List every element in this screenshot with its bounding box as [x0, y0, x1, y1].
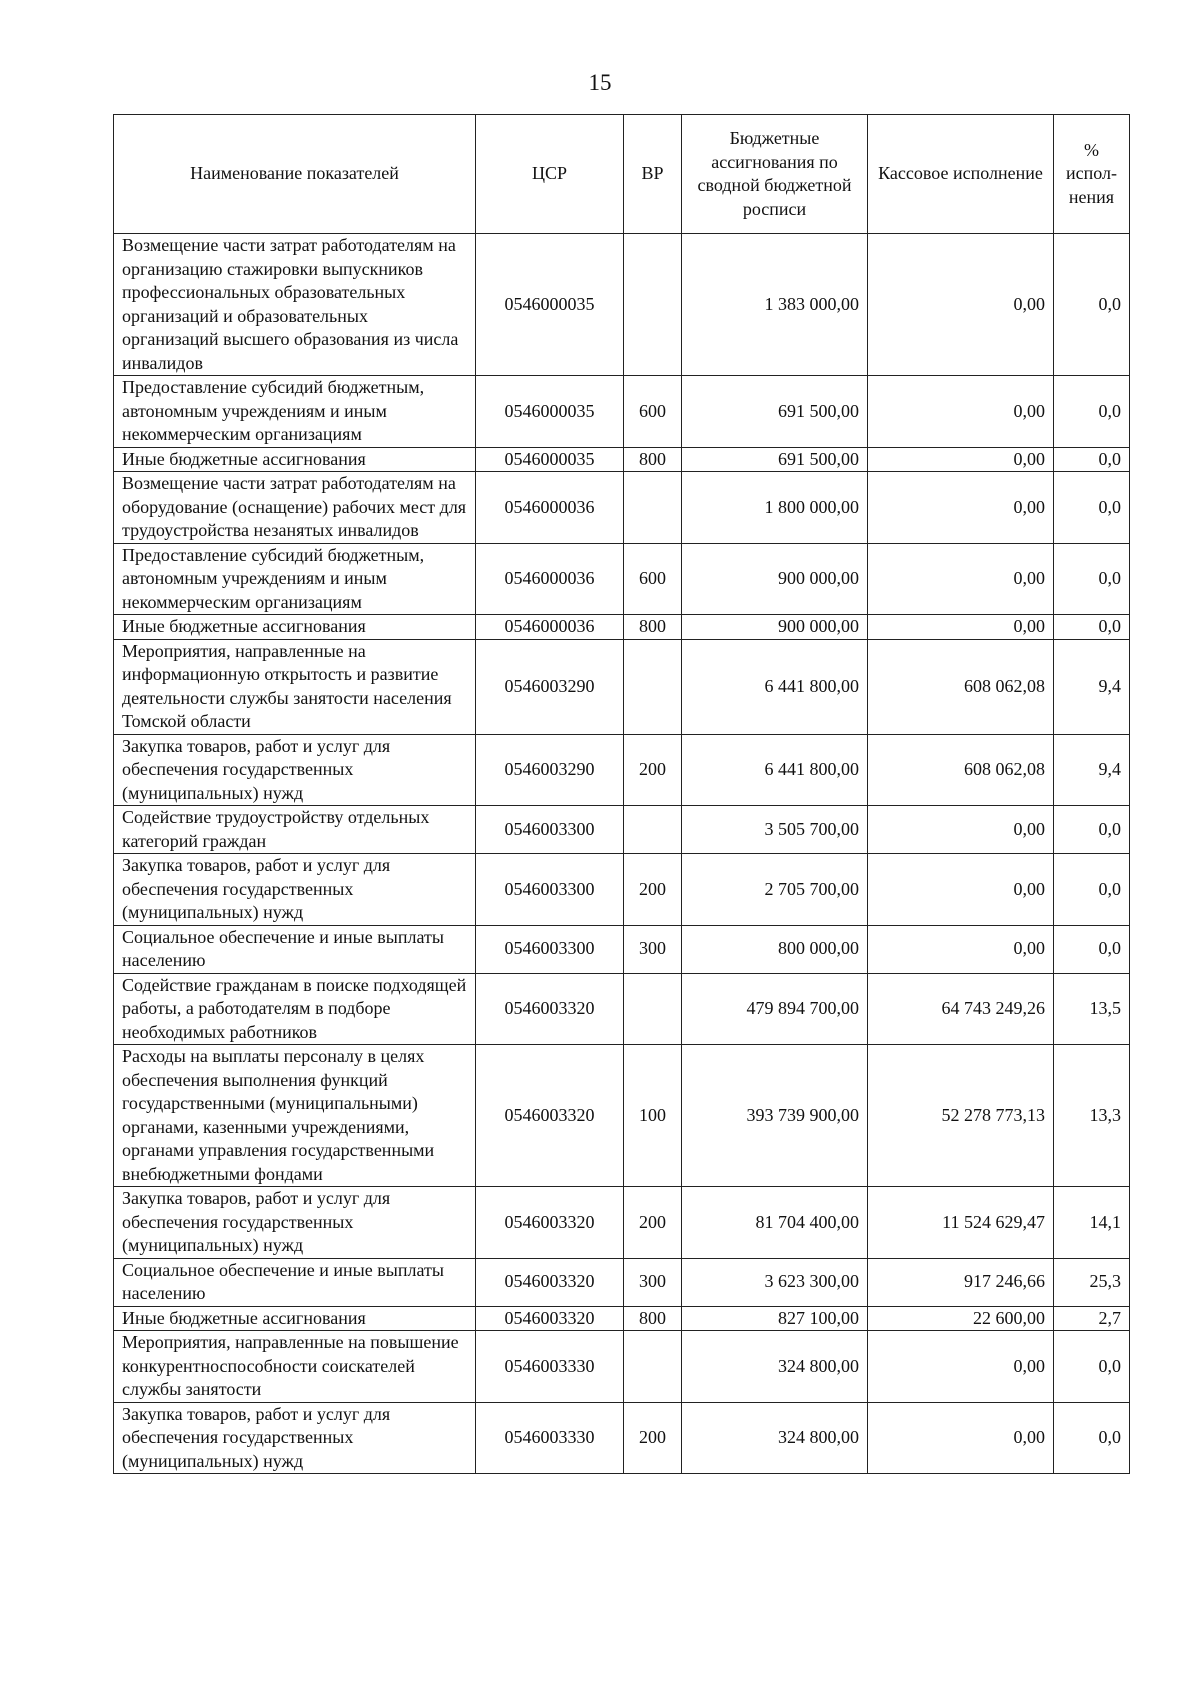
cell-vr: 800 [624, 615, 682, 640]
table-row [114, 854, 1130, 926]
table-row [114, 1187, 1130, 1259]
table-row [114, 639, 1130, 734]
cell-percent: 0,0 [1054, 1402, 1130, 1474]
cell-cash: 0,00 [868, 1331, 1054, 1403]
cell-budget: 6 441 800,00 [682, 639, 868, 734]
header-name: Наименование показателей [114, 115, 476, 234]
cell-budget: 1 383 000,00 [682, 234, 868, 376]
cell-vr: 800 [624, 447, 682, 472]
cell-vr: 200 [624, 1187, 682, 1259]
cell-cash: 0,00 [868, 447, 1054, 472]
cell-vr [624, 806, 682, 854]
cell-percent: 0,0 [1054, 925, 1130, 973]
cell-percent: 13,5 [1054, 973, 1130, 1045]
cell-percent: 0,0 [1054, 1331, 1130, 1403]
table-row [114, 734, 1130, 806]
cell-csr: 0546003300 [476, 925, 624, 973]
header-cash: Кассовое исполнение [868, 115, 1054, 234]
cell-cash: 64 743 249,26 [868, 973, 1054, 1045]
cell-cash: 0,00 [868, 1402, 1054, 1474]
cell-budget: 900 000,00 [682, 615, 868, 640]
header-budget: Бюджетные ассигнования по сводной бюджетной росписи [682, 115, 868, 234]
cell-percent: 0,0 [1054, 806, 1130, 854]
cell-name: Возмещение части затрат работодателям на организацию стажировки выпускников профессиональных образовательных организаций и образовательных организаций высшего образования из числа инвалидов [114, 234, 476, 376]
cell-name: Возмещение части затрат работодателям на оборудование (оснащение) рабочих мест для трудоустройства незанятых инвалидов [114, 472, 476, 544]
cell-csr: 0546003300 [476, 854, 624, 926]
cell-vr: 300 [624, 1258, 682, 1306]
cell-csr: 0546003290 [476, 734, 624, 806]
cell-name: Содействие гражданам в поиске подходящей работы, а работодателям в подборе необходимых работников [114, 973, 476, 1045]
cell-percent: 9,4 [1054, 639, 1130, 734]
cell-percent: 0,0 [1054, 615, 1130, 640]
cell-cash: 0,00 [868, 854, 1054, 926]
cell-csr: 0546000036 [476, 543, 624, 615]
cell-budget: 393 739 900,00 [682, 1045, 868, 1187]
table-row [114, 472, 1130, 544]
table-row [114, 806, 1130, 854]
cell-name: Социальное обеспечение и иные выплаты населению [114, 925, 476, 973]
cell-percent: 25,3 [1054, 1258, 1130, 1306]
cell-csr: 0546003330 [476, 1402, 624, 1474]
cell-vr [624, 1331, 682, 1403]
cell-vr: 200 [624, 1402, 682, 1474]
cell-vr: 200 [624, 734, 682, 806]
cell-cash: 11 524 629,47 [868, 1187, 1054, 1259]
cell-budget: 2 705 700,00 [682, 854, 868, 926]
cell-vr [624, 234, 682, 376]
header-percent: % испол-нения [1054, 115, 1130, 234]
cell-cash: 0,00 [868, 806, 1054, 854]
table-row [114, 925, 1130, 973]
cell-percent: 2,7 [1054, 1306, 1130, 1331]
cell-name: Закупка товаров, работ и услуг для обеспечения государственных (муниципальных) нужд [114, 854, 476, 926]
cell-name: Мероприятия, направленные на повышение конкурентноспособности соискателей службы занятости [114, 1331, 476, 1403]
cell-name: Закупка товаров, работ и услуг для обеспечения государственных (муниципальных) нужд [114, 734, 476, 806]
cell-budget: 3 623 300,00 [682, 1258, 868, 1306]
cell-name: Социальное обеспечение и иные выплаты населению [114, 1258, 476, 1306]
table-header-row [114, 115, 1130, 234]
cell-name: Закупка товаров, работ и услуг для обеспечения государственных (муниципальных) нужд [114, 1187, 476, 1259]
cell-cash: 917 246,66 [868, 1258, 1054, 1306]
cell-budget: 6 441 800,00 [682, 734, 868, 806]
cell-cash: 0,00 [868, 615, 1054, 640]
cell-percent: 13,3 [1054, 1045, 1130, 1187]
cell-name: Закупка товаров, работ и услуг для обеспечения государственных (муниципальных) нужд [114, 1402, 476, 1474]
cell-budget: 324 800,00 [682, 1331, 868, 1403]
table-row [114, 376, 1130, 448]
cell-percent: 0,0 [1054, 447, 1130, 472]
cell-percent: 0,0 [1054, 376, 1130, 448]
cell-csr: 0546000036 [476, 472, 624, 544]
cell-budget: 691 500,00 [682, 376, 868, 448]
cell-budget: 324 800,00 [682, 1402, 868, 1474]
table-row [114, 1402, 1130, 1474]
cell-budget: 900 000,00 [682, 543, 868, 615]
cell-cash: 0,00 [868, 234, 1054, 376]
cell-cash: 0,00 [868, 543, 1054, 615]
table-row [114, 615, 1130, 640]
table-row [114, 1258, 1130, 1306]
cell-cash: 0,00 [868, 925, 1054, 973]
cell-name: Иные бюджетные ассигнования [114, 1306, 476, 1331]
page-number: 15 [588, 70, 612, 95]
cell-name: Содействие трудоустройству отдельных категорий граждан [114, 806, 476, 854]
cell-budget: 827 100,00 [682, 1306, 868, 1331]
cell-percent: 0,0 [1054, 543, 1130, 615]
cell-vr [624, 973, 682, 1045]
cell-vr: 600 [624, 543, 682, 615]
cell-vr [624, 639, 682, 734]
table-row [114, 1306, 1130, 1331]
cell-csr: 0546003300 [476, 806, 624, 854]
cell-budget: 1 800 000,00 [682, 472, 868, 544]
cell-csr: 0546003290 [476, 639, 624, 734]
cell-vr: 600 [624, 376, 682, 448]
cell-csr: 0546003330 [476, 1331, 624, 1403]
header-vr: ВР [624, 115, 682, 234]
cell-csr: 0546003320 [476, 973, 624, 1045]
cell-csr: 0546000036 [476, 615, 624, 640]
cell-vr [624, 472, 682, 544]
budget-execution-table [113, 114, 1130, 1474]
cell-name: Мероприятия, направленные на информационную открытость и развитие деятельности службы занятости населения Томской области [114, 639, 476, 734]
cell-percent: 0,0 [1054, 472, 1130, 544]
cell-budget: 691 500,00 [682, 447, 868, 472]
cell-budget: 81 704 400,00 [682, 1187, 868, 1259]
table-row [114, 543, 1130, 615]
table-row [114, 1331, 1130, 1403]
cell-name: Предоставление субсидий бюджетным, автономным учреждениям и иным некоммерческим организациям [114, 376, 476, 448]
header-csr: ЦСР [476, 115, 624, 234]
cell-vr: 800 [624, 1306, 682, 1331]
table-row [114, 1045, 1130, 1187]
cell-csr: 0546003320 [476, 1258, 624, 1306]
cell-vr: 100 [624, 1045, 682, 1187]
cell-cash: 0,00 [868, 472, 1054, 544]
cell-vr: 200 [624, 854, 682, 926]
cell-percent: 0,0 [1054, 854, 1130, 926]
cell-name: Расходы на выплаты персоналу в целях обеспечения выполнения функций государственными (муниципальными) органами, казенными учреждениями, органами управления государственными внебюджетными фондами [114, 1045, 476, 1187]
cell-budget: 479 894 700,00 [682, 973, 868, 1045]
cell-cash: 22 600,00 [868, 1306, 1054, 1331]
cell-csr: 0546000035 [476, 447, 624, 472]
cell-csr: 0546000035 [476, 376, 624, 448]
cell-csr: 0546003320 [476, 1187, 624, 1259]
cell-cash: 52 278 773,13 [868, 1045, 1054, 1187]
cell-csr: 0546000035 [476, 234, 624, 376]
cell-csr: 0546003320 [476, 1045, 624, 1187]
table-body [114, 234, 1130, 1474]
cell-percent: 9,4 [1054, 734, 1130, 806]
cell-cash: 608 062,08 [868, 639, 1054, 734]
cell-percent: 0,0 [1054, 234, 1130, 376]
table-row [114, 234, 1130, 376]
cell-name: Иные бюджетные ассигнования [114, 447, 476, 472]
cell-cash: 0,00 [868, 376, 1054, 448]
cell-budget: 3 505 700,00 [682, 806, 868, 854]
cell-cash: 608 062,08 [868, 734, 1054, 806]
cell-budget: 800 000,00 [682, 925, 868, 973]
cell-vr: 300 [624, 925, 682, 973]
table-row [114, 973, 1130, 1045]
table-row [114, 447, 1130, 472]
cell-percent: 14,1 [1054, 1187, 1130, 1259]
cell-name: Иные бюджетные ассигнования [114, 615, 476, 640]
cell-csr: 0546003320 [476, 1306, 624, 1331]
cell-name: Предоставление субсидий бюджетным, автономным учреждениям и иным некоммерческим организациям [114, 543, 476, 615]
